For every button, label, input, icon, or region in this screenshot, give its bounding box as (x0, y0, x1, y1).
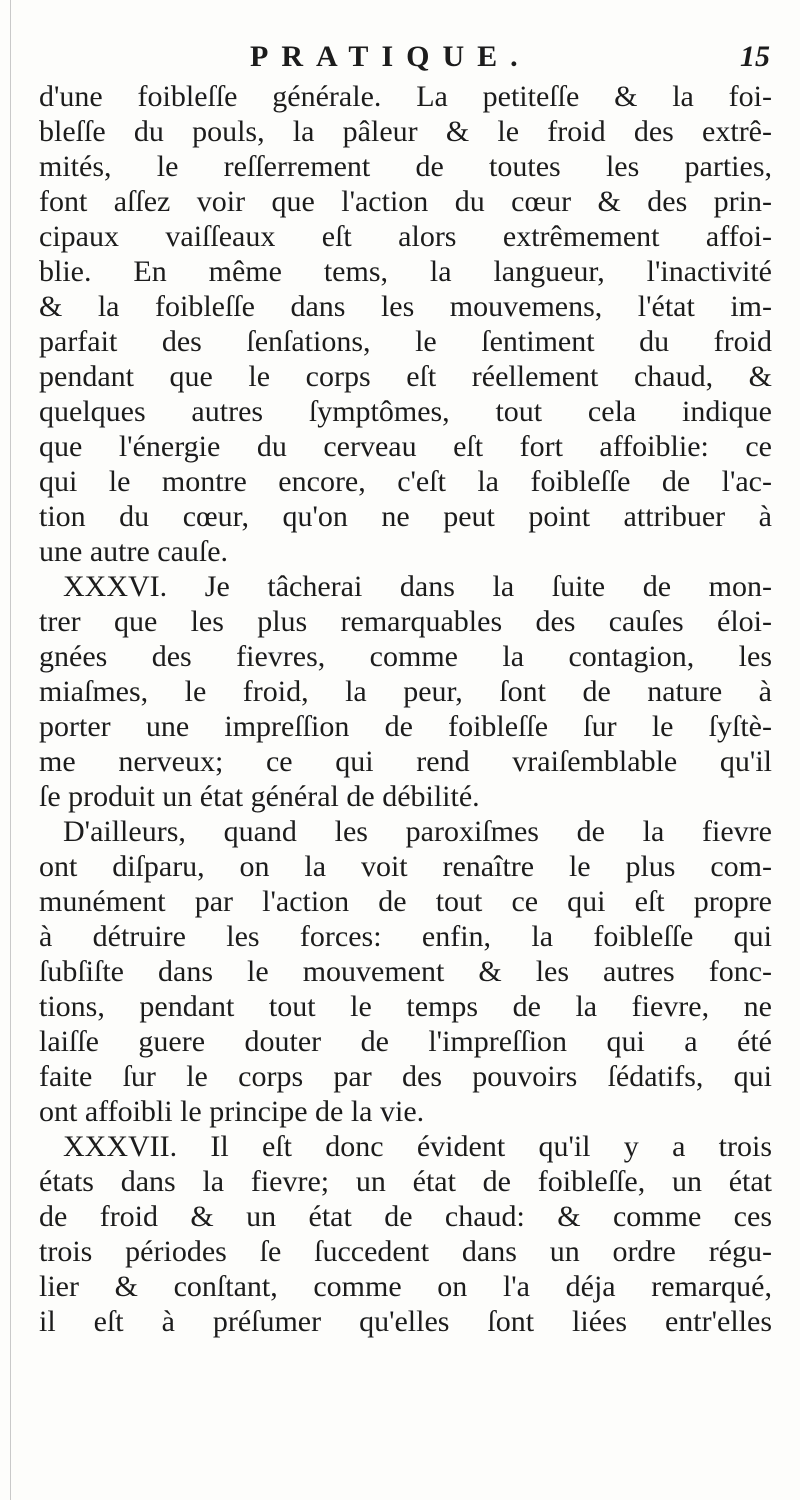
text-line: ont diſparu, on la voit renaître le plus com- (39, 850, 772, 883)
body-text (39, 79, 772, 1339)
text-line: ont affoibli le principe de la vie. (39, 1095, 425, 1128)
text-line: ſe produit un état général de débilité. (39, 780, 480, 813)
text-line: munément par l'action de tout ce qui eſt propre (39, 885, 772, 918)
text-line: blie. En même tems, la langueur, l'inactivité (39, 255, 772, 288)
text-line: porter une impreſſion de foibleſſe ſur le ſyſtè- (39, 710, 772, 743)
text-line: D'ailleurs, quand les paroxiſmes de la fievre (63, 815, 772, 848)
text-line: lier & conſtant, comme on l'a déja remarqué, (39, 1270, 772, 1303)
text-line: font aſſez voir que l'action du cœur & des prin- (39, 185, 772, 218)
text-line: états dans la fievre; un état de foibleſſe, un état (39, 1165, 772, 1198)
text-line: de froid & un état de chaud: & comme ces (39, 1200, 772, 1233)
page-edge-line (10, 0, 11, 1500)
text-line: bleſſe du pouls, la pâleur & le froid des extrê- (39, 115, 772, 148)
text-line: trer que les plus remarquables des cauſes éloi- (39, 605, 772, 638)
text-line: trois périodes ſe ſuccedent dans un ordre régu- (39, 1235, 772, 1268)
text-line: faite ſur le corps par des pouvoirs ſédatifs, qui (39, 1060, 772, 1093)
text-line: gnées des fievres, comme la contagion, les (39, 640, 772, 673)
text-line: me nerveux; ce qui rend vraiſemblable qu'il (39, 745, 772, 778)
text-line: quelques autres ſymptômes, tout cela indique (39, 395, 772, 428)
text-line: que l'énergie du cerveau eſt fort affoiblie: ce (39, 430, 772, 463)
text-line: qui le montre encore, c'eſt la foibleſſe de l'ac- (39, 465, 772, 498)
text-line: laiſſe guere douter de l'impreſſion qui a été (39, 1025, 772, 1058)
running-head: PRATIQUE. (250, 40, 531, 73)
text-line: une autre cauſe. (39, 535, 229, 568)
text-line: & la foibleſſe dans les mouvemens, l'état im- (39, 290, 772, 323)
text-line: tions, pendant tout le temps de la fievre, ne (39, 990, 772, 1023)
text-line: cipaux vaiſſeaux eſt alors extrêmement affoi- (39, 220, 772, 253)
text-line: tion du cœur, qu'on ne peut point attribuer à (39, 500, 772, 533)
text-line: parfait des ſenſations, le ſentiment du froid (39, 325, 772, 358)
page-number: 15 (740, 40, 770, 73)
text-line: miaſmes, le froid, la peur, ſont de nature à (39, 675, 772, 708)
text-line: XXXVI. Je tâcherai dans la ſuite de mon- (63, 570, 772, 603)
text-line: XXXVII. Il eſt donc évident qu'il y a trois (63, 1130, 772, 1163)
text-line: il eſt à préſumer qu'elles ſont liées entr'elles (39, 1305, 772, 1338)
text-line: à détruire les forces: enfin, la foibleſſe qui (39, 920, 772, 953)
text-line: ſubſiſte dans le mouvement & les autres fonc- (39, 955, 772, 988)
text-line: d'une foibleſſe générale. La petiteſſe & la foi- (39, 80, 772, 113)
text-line: mités, le reſſerrement de toutes les parties, (39, 150, 772, 183)
page-header (250, 40, 770, 80)
text-line: pendant que le corps eſt réellement chaud, & (39, 360, 772, 393)
